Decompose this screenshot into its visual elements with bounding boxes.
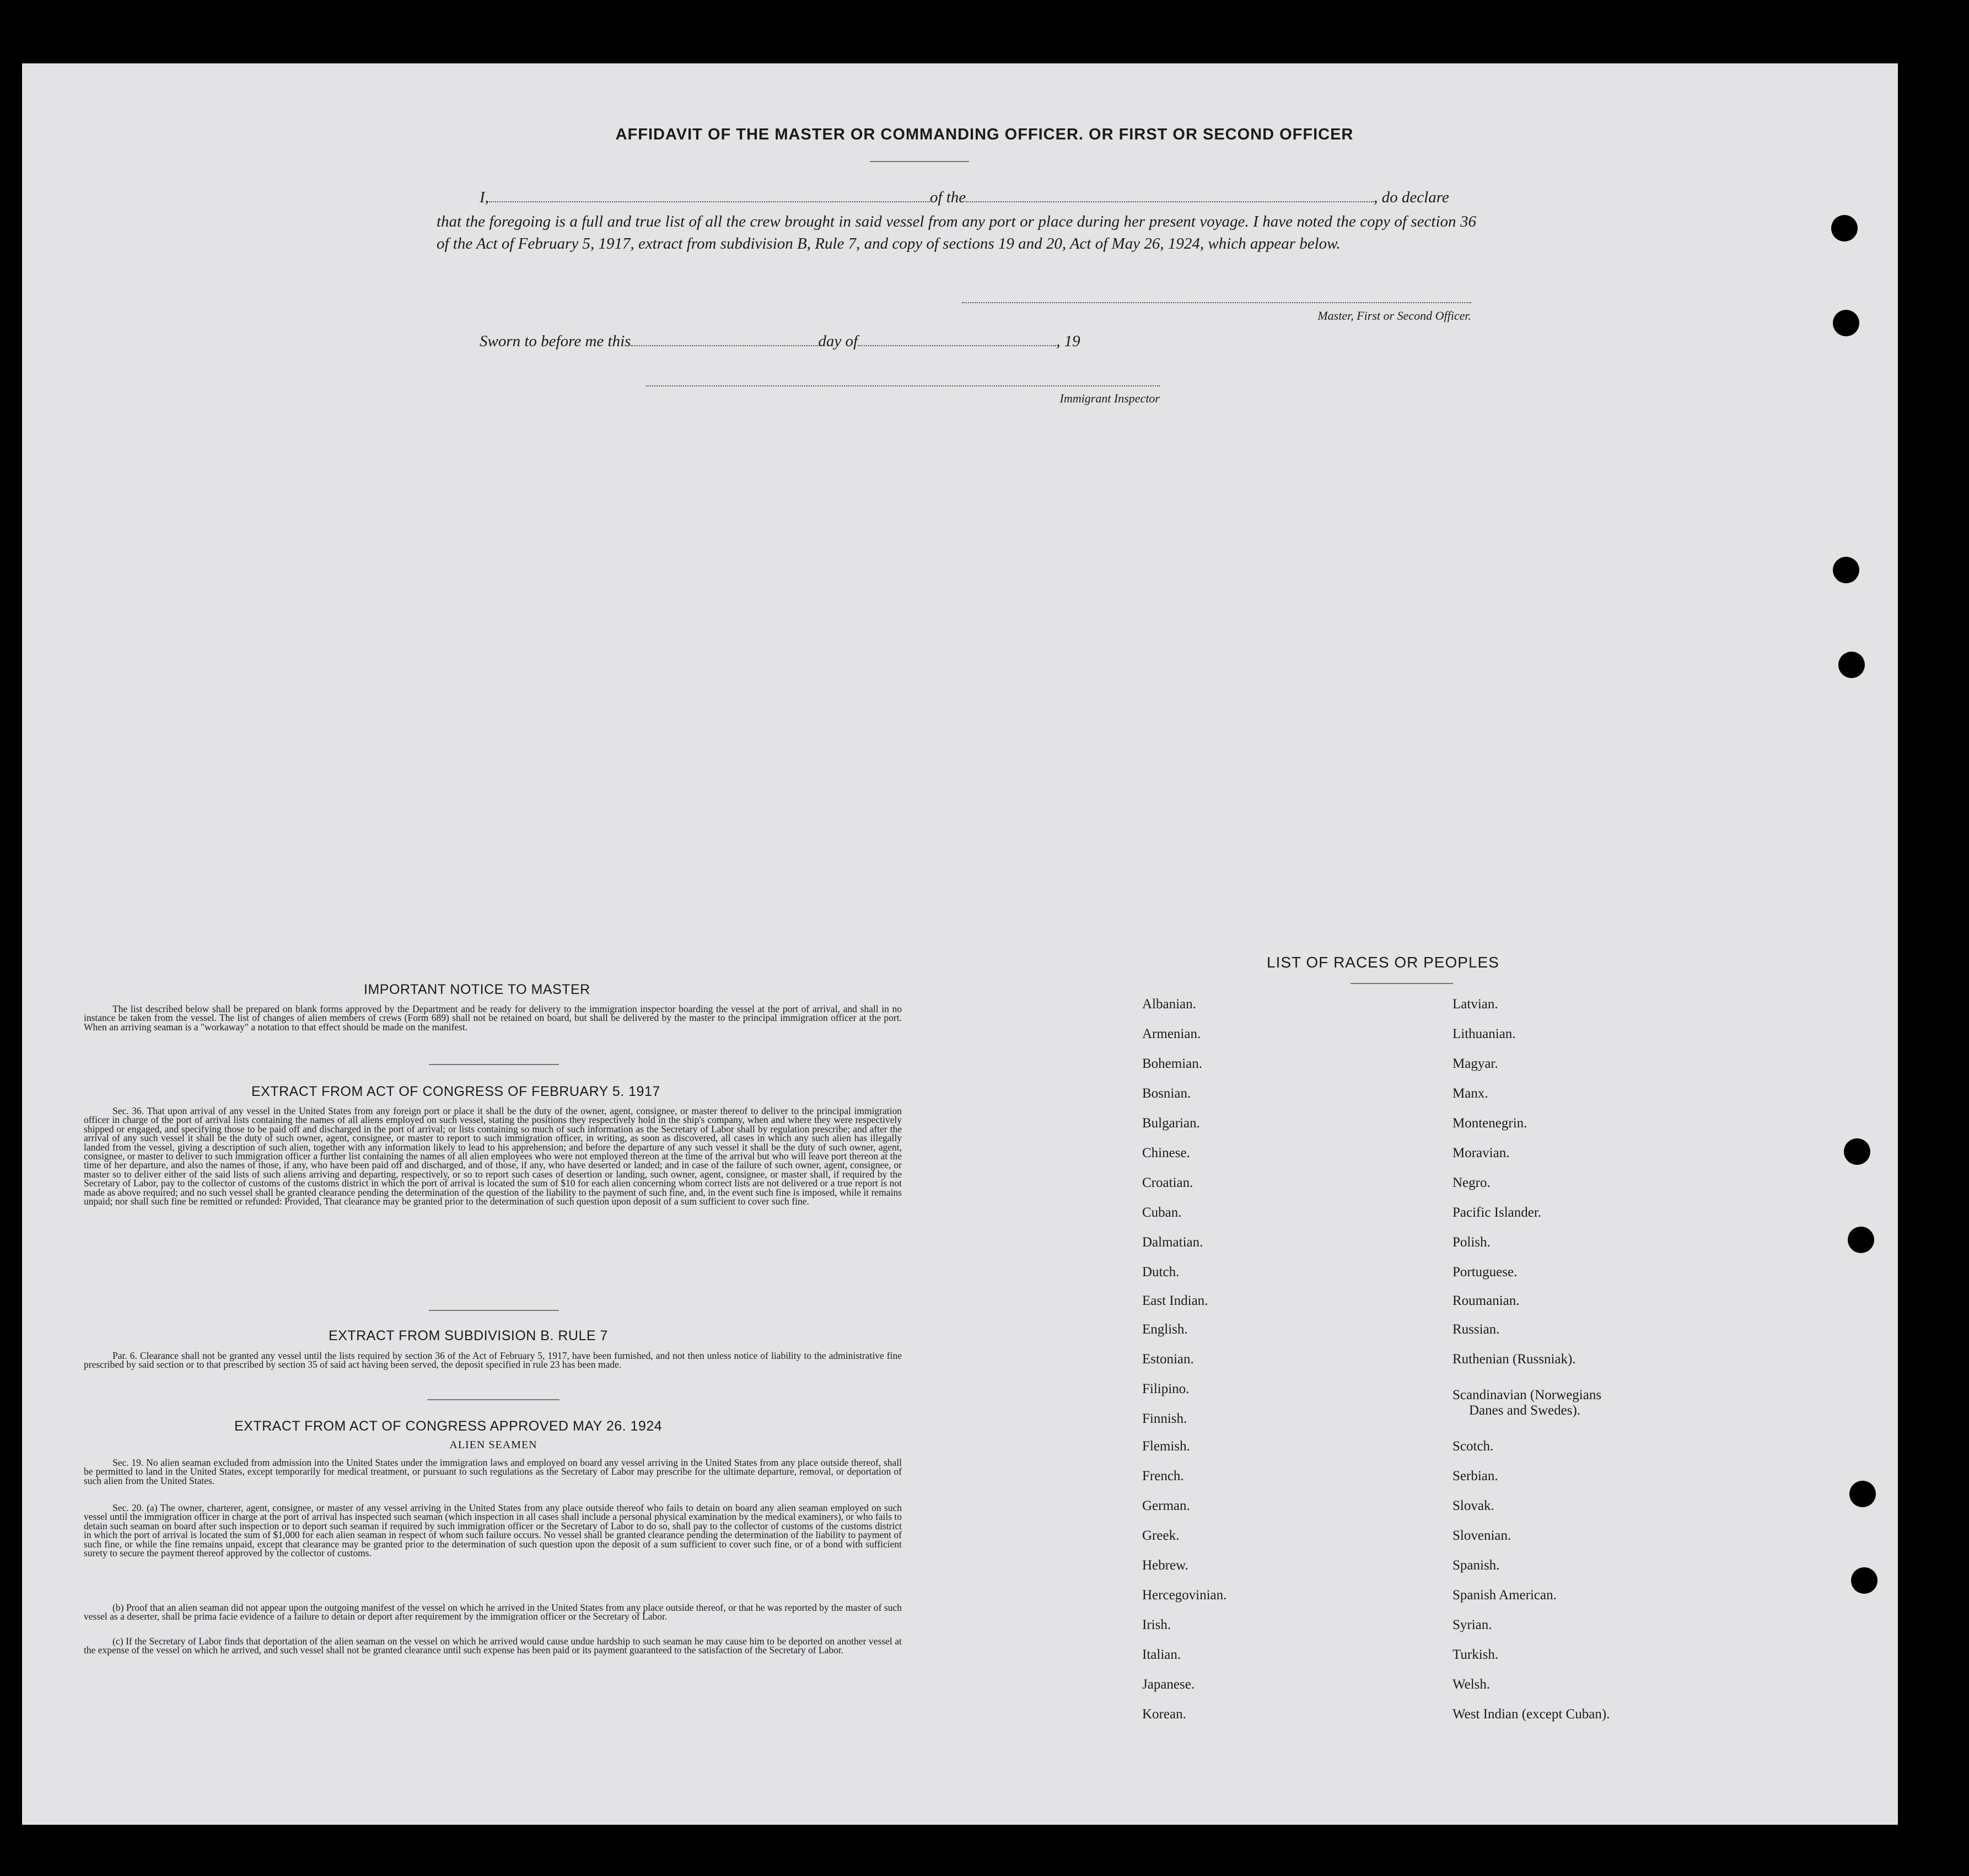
extract-1924-sec20c: (c) If the Secretary of Labor finds that deportation of the alien seaman on the vessel on which he arrived would cause undue hardship to such seaman he may cause him to be deported on another vessel at the expense of the vessel on which he arrived, and such vessel shall not be granted clearance until such expense has been paid or its payment guaranteed to the satisfaction of the Secretary of Labor. bbox=[84, 1636, 902, 1656]
race-item: Korean. bbox=[1142, 1707, 1186, 1722]
inspector-signature-line[interactable] bbox=[646, 385, 1160, 386]
race-item: Hercegovinian. bbox=[1142, 1588, 1227, 1603]
declarant-prefix: I, bbox=[480, 189, 489, 206]
extract-1924-sec20b: (b) Proof that an alien seaman did not appear upon the outgoing manifest of the vessel on which he arrived in the United States from any place outside thereof, or that he was reported by the master of such vessel as a deserter, shall be prima facie evidence of a failure to detain or deport after requirement by the immigration officer or the Secretary of Labor. bbox=[84, 1602, 902, 1622]
race-item: Syrian. bbox=[1452, 1617, 1492, 1632]
race-item: Chinese. bbox=[1142, 1146, 1190, 1160]
affidavit-body: that the foregoing is a full and true list of all the crew brought in said vessel from any port or place during her present voyage. I have noted the copy of section 36 of the Act of February 5, 1917, extract from subdivision B, Rule 7, and copy of sections 19 and 20, Act of May 26, 1924, which appear below. bbox=[437, 213, 1476, 252]
sworn-line bbox=[480, 332, 1080, 351]
notice-body: The list described below shall be prepared on blank forms approved by the Department and be ready for delivery to the immigration inspector boarding the vessel at the port of arrival, and shall in no instance be taken from the vessel. The list of changes of alien members of crews (Form 689) shall not be retained on board, but shall be delivered by the master to the principal immigration officer at the port. When an arriving seaman is a "workaway" a notation to that effect should be made on the manifest. bbox=[84, 1003, 902, 1033]
divider bbox=[870, 161, 969, 162]
race-item: Slovenian. bbox=[1452, 1528, 1511, 1543]
divider bbox=[427, 1399, 560, 1400]
race-item: Estonian. bbox=[1142, 1352, 1194, 1367]
race-item: Serbian. bbox=[1452, 1469, 1498, 1483]
race-item: Slovak. bbox=[1452, 1498, 1494, 1513]
race-item: Scandinavian (Norwegians bbox=[1452, 1388, 1602, 1402]
race-item: Cuban. bbox=[1142, 1205, 1182, 1220]
signature-label: Master, First or Second Officer. bbox=[1317, 309, 1471, 322]
race-item: Pacific Islander. bbox=[1452, 1205, 1542, 1220]
declare-label: , do declare bbox=[1374, 189, 1449, 206]
race-item: Dalmatian. bbox=[1142, 1235, 1203, 1250]
year-label: , 19 bbox=[1056, 332, 1080, 350]
rule7-body: Par. 6. Clearance shall not be granted any vessel until the lists required by section 36 of the Act of February 5, 1917, have been furnished, and not then unless notice of liability to the administrative fine prescribed by said section or to that prescribed by section 35 of said act having been served, the deposit specified in rule 23 has been made. bbox=[84, 1350, 902, 1370]
race-item: Croatian. bbox=[1142, 1175, 1193, 1190]
race-item: East Indian. bbox=[1142, 1293, 1208, 1308]
race-item: French. bbox=[1142, 1469, 1184, 1483]
extract-1924-sec20a: Sec. 20. (a) The owner, charterer, agent, consignee, or master of any vessel arriving in the United States from any place outside thereof who fails to detain on board any alien seaman employed on such vessel until the immigration officer in charge at the port of arrival has inspected such seaman (which inspection in all cases shall include a personal physical examination by the medical examiners), or who fails to detain such seaman on board after such inspection or to deport such seaman if required by such immigration officer or the Secretary of Labor to do so, shall pay to the collector of customs of the customs district in which the port of arrival is located the sum of $1,000 for each alien seaman in respect of whom such failure occurs. No vessel shall be granted clearance pending the determination of the liability to payment of such fine, or while the fine remains unpaid, except that clearance may be granted prior to the determination of such question upon the deposit of a sum sufficient to cover such fine, or of a bond with sufficient surety to secure the payment thereof approved by the collector of customs. bbox=[84, 1502, 902, 1559]
notice-title: IMPORTANT NOTICE TO MASTER bbox=[364, 982, 590, 997]
race-item: Portuguese. bbox=[1452, 1265, 1518, 1280]
race-item: Roumanian. bbox=[1452, 1293, 1520, 1308]
extract-1917-title: EXTRACT FROM ACT OF CONGRESS OF FEBRUARY 5. 1917 bbox=[251, 1084, 660, 1099]
race-item: Armenian. bbox=[1142, 1026, 1201, 1041]
race-item: Finnish. bbox=[1142, 1411, 1187, 1426]
race-item: Scotch. bbox=[1452, 1439, 1494, 1454]
race-item: West Indian (except Cuban). bbox=[1452, 1707, 1610, 1722]
divider bbox=[429, 1310, 559, 1311]
race-item: Bohemian. bbox=[1142, 1056, 1203, 1071]
race-item: Welsh. bbox=[1452, 1677, 1491, 1692]
sworn-month-field[interactable] bbox=[858, 345, 1056, 346]
race-item: Albanian. bbox=[1142, 997, 1196, 1012]
punch-hole bbox=[1838, 652, 1865, 678]
race-item: Turkish. bbox=[1452, 1647, 1499, 1662]
race-item: Bosnian. bbox=[1142, 1086, 1191, 1101]
race-item: Greek. bbox=[1142, 1528, 1180, 1543]
race-item: Polish. bbox=[1452, 1235, 1491, 1250]
inspector-label: Immigrant Inspector bbox=[1059, 391, 1160, 405]
race-item: Ruthenian (Russniak). bbox=[1452, 1352, 1576, 1367]
race-item: Russian. bbox=[1452, 1322, 1500, 1337]
race-item: Montenegrin. bbox=[1452, 1116, 1527, 1131]
races-title: LIST OF RACES OR PEOPLES bbox=[1267, 954, 1499, 971]
sworn-label: Sworn to before me this bbox=[480, 332, 631, 350]
race-item: Hebrew. bbox=[1142, 1558, 1188, 1573]
sworn-day-field[interactable] bbox=[631, 345, 818, 346]
race-item: Latvian. bbox=[1452, 997, 1498, 1012]
punch-hole bbox=[1848, 1227, 1874, 1253]
race-item: Danes and Swedes). bbox=[1469, 1403, 1581, 1418]
race-item: Italian. bbox=[1142, 1647, 1181, 1662]
punch-hole bbox=[1851, 1567, 1877, 1594]
race-item: Irish. bbox=[1142, 1617, 1171, 1632]
affidavit-title: AFFIDAVIT OF THE MASTER OR COMMANDING OFFICER. OR FIRST OR SECOND OFFICER bbox=[615, 126, 1354, 143]
punch-hole bbox=[1831, 215, 1858, 241]
declarant-name-field[interactable] bbox=[489, 201, 930, 202]
race-item: Magyar. bbox=[1452, 1056, 1498, 1071]
of-the-label: of the bbox=[929, 189, 966, 206]
race-item: German. bbox=[1142, 1498, 1190, 1513]
document-page bbox=[22, 63, 1898, 1825]
punch-hole bbox=[1833, 557, 1859, 583]
race-item: Negro. bbox=[1452, 1175, 1491, 1190]
race-item: Lithuanian. bbox=[1452, 1026, 1516, 1041]
divider bbox=[1351, 983, 1453, 984]
punch-hole bbox=[1833, 310, 1859, 336]
extract-1917-body: Sec. 36. That upon arrival of any vessel in the United States from any foreign port or place it shall be the duty of the owner, agent, consignee, or master thereof to deliver to the principal immigration officer in charge of the port of arrival lists containing the names of all aliens employed on such vessel, stating the positions they respectively hold in the ship's company, when and where they were respectively shipped or engaged, and specifying those to be paid off and discharged in the port of arrival; or lists containing so much of such information as the Secretary of Labor shall by regulation prescribe; and after the arrival of any such vessel it shall be the duty of such owner, agent, consignee, or master to report to such immigration officer, in writing, as soon as discovered, all cases in which any such alien has illegally landed from the vessel, giving a description of such alien, together with any information likely to lead to his apprehension; and before the departure of any such vessel it shall be the duty of such owner, agent, consignee, or master to deliver to such immigration officer a further list containing the names of all alien employees who were not employed thereon at the time of the arrival but who will leave port thereon at the time of her departure, and also the names of those, if any, who have been paid off and discharged, and of those, if any, who have deserted or landed; and in case of the failure of such owner, agent, consignee, or master so to deliver either of the said lists of such aliens arriving and departing, respectively, or so to report such cases of desertion or landing, such owner, agent, consignee, or master shall, if required by the Secretary of Labor, pay to the collector of customs of the customs district in which the port of arrival is located the sum of $10 for each alien concerning whom correct lists are not delivered or a true report is not made as above required; and no such vessel shall be granted clearance pending the determination of the question of the liability to the payment of such fine, and, in the event such fine is imposed, while it remains unpaid; nor shall such fine be remitted or refunded: Provided, That clearance may be granted prior to the determination of such question upon deposit of a sum sufficient to cover such fine. bbox=[84, 1105, 902, 1207]
extract-1924-title: EXTRACT FROM ACT OF CONGRESS APPROVED MAY 26. 1924 bbox=[234, 1418, 663, 1434]
rule7-title: EXTRACT FROM SUBDIVISION B. RULE 7 bbox=[329, 1328, 608, 1343]
extract-1924-sec19: Sec. 19. No alien seaman excluded from admission into the United States under the immigration laws and employed on board any vessel arriving in the United States from any place outside thereof, shall be permitted to land in the United States, except temporarily for medical treatment, or pursuant to such regulations as the Secretary of Labor may prescribe for the ultimate departure, removal, or deportation of such alien from the United States. bbox=[84, 1457, 902, 1486]
vessel-name-field[interactable] bbox=[966, 201, 1374, 202]
race-item: Filipino. bbox=[1142, 1382, 1190, 1396]
race-item: Flemish. bbox=[1142, 1439, 1190, 1454]
day-of-label: day of bbox=[818, 332, 858, 350]
divider bbox=[429, 1064, 559, 1065]
race-item: Bulgarian. bbox=[1142, 1116, 1200, 1131]
signature-line[interactable] bbox=[962, 302, 1471, 303]
race-item: Japanese. bbox=[1142, 1677, 1195, 1692]
race-item: Dutch. bbox=[1142, 1265, 1180, 1280]
race-item: Manx. bbox=[1452, 1086, 1488, 1101]
punch-hole bbox=[1849, 1481, 1876, 1507]
affidavit-declaration-line bbox=[480, 189, 1476, 207]
race-item: English. bbox=[1142, 1322, 1188, 1337]
extract-1924-subtitle: ALIEN SEAMEN bbox=[449, 1439, 537, 1451]
punch-hole bbox=[1844, 1138, 1870, 1165]
race-item: Spanish. bbox=[1452, 1558, 1500, 1573]
race-item: Moravian. bbox=[1452, 1146, 1510, 1160]
race-item: Spanish American. bbox=[1452, 1588, 1557, 1603]
